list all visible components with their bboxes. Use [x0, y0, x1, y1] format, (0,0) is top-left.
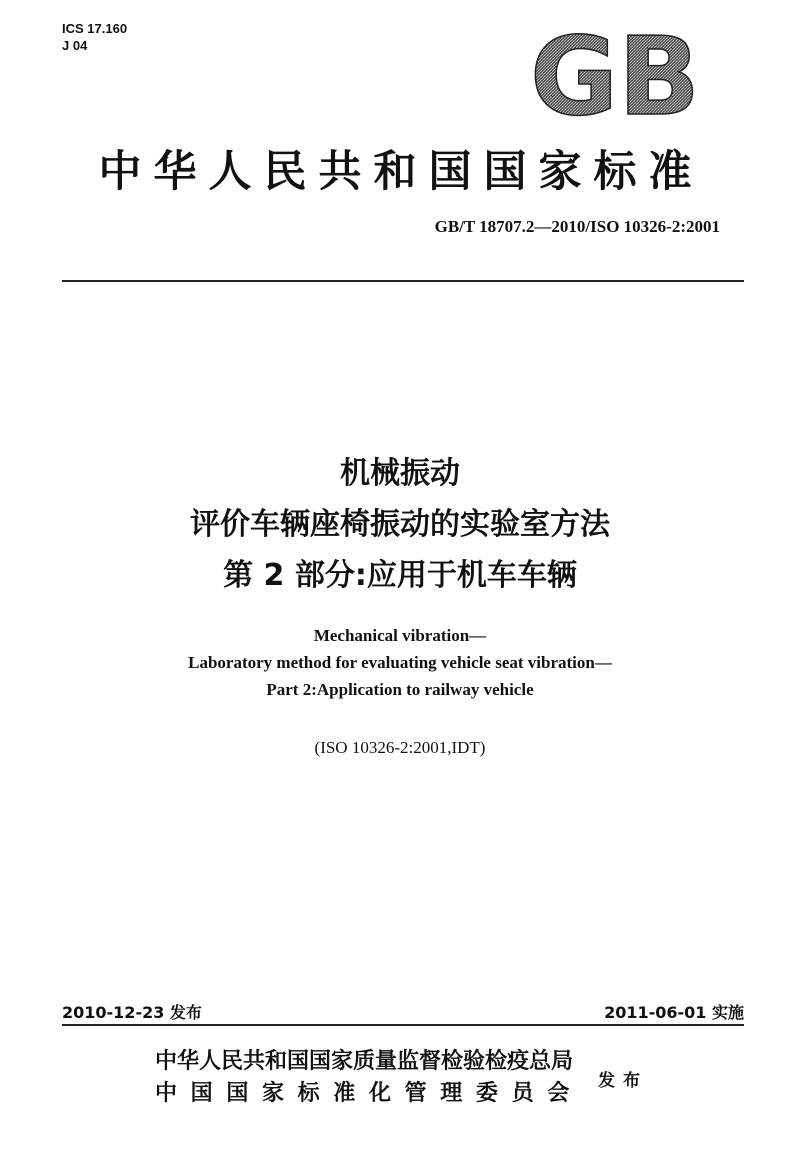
- title-cn-line1: 机械振动: [340, 456, 460, 491]
- logo-text: GB: [530, 30, 700, 122]
- ics-code: ICS 17.160: [62, 21, 128, 36]
- issuer-line2: 中 国 国 家 标 准 化 管 理 委 员 会: [155, 1081, 573, 1106]
- issuer-line1: 中华人民共和国国家质量监督检验检疫总局: [155, 1049, 574, 1074]
- title-en-line2: Laboratory method for evaluating vehicle seat vibration—: [188, 653, 612, 672]
- title-cn-line2: 评价车辆座椅振动的实验室方法: [190, 507, 610, 542]
- classification-codes: [62, 20, 127, 54]
- title-en-line1: Mechanical vibration—: [313, 626, 487, 645]
- standard-name: 中华人民共和国国家标准: [98, 147, 704, 197]
- implement-date: 2011-06-01 实施: [604, 1003, 744, 1022]
- top-divider: [62, 280, 744, 282]
- issue-date: 2010-12-23 发布: [62, 1003, 202, 1022]
- publish-label: 发布: [598, 1071, 648, 1091]
- gb-logo: [528, 30, 702, 122]
- ccs-code: J 04: [62, 38, 88, 53]
- title-en-line3: Part 2:Application to railway vehicle: [266, 680, 534, 699]
- standard-number: GB/T 18707.2—2010/ISO 10326-2:2001: [434, 217, 720, 236]
- iso-identity: (ISO 10326-2:2001,IDT): [314, 738, 486, 757]
- title-cn-line3: 第 2 部分:应用于机车车辆: [223, 558, 577, 593]
- bottom-divider: [62, 1024, 744, 1026]
